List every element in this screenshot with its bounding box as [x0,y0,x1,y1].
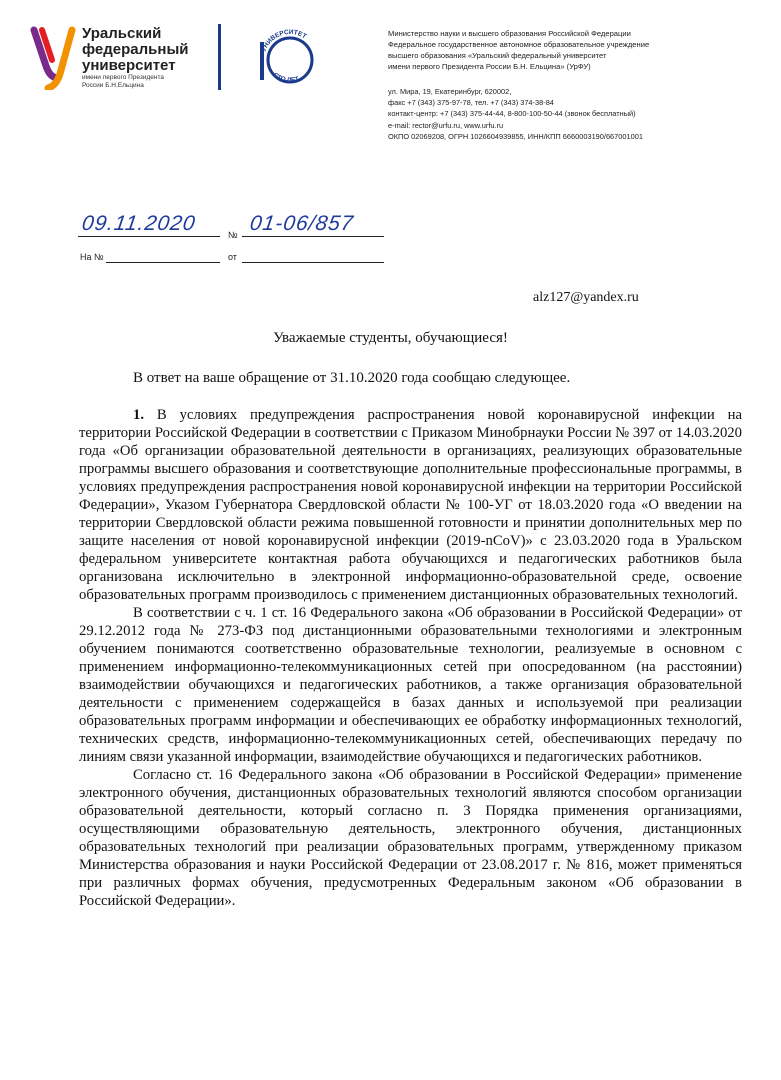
university-name-line: Уральский [82,25,162,42]
date-underline [78,236,220,237]
ministry-line: высшего образования «Уральский федеральный университет [388,51,607,60]
header-divider [218,24,221,90]
handwritten-date: 09.11.2020 [80,212,198,235]
centenary-seal-icon [250,22,330,94]
letter-body [79,406,742,910]
from-label: от [228,252,237,262]
university-subtitle [82,74,164,89]
contact-line: ул. Мира, 19, Екатеринбург, 620002, [388,87,512,96]
reference-label: На № [80,252,104,262]
from-underline [242,262,384,263]
number-underline [242,236,384,237]
ministry-line: Федеральное государственное автономное образовательное учреждение [388,40,650,49]
seal-text-bottom: СТО ЛЕТ [271,71,301,85]
university-name [82,26,188,74]
ministry-line: Министерство науки и высшего образования Российской Федерации [388,29,631,38]
number-label: № [228,230,238,240]
university-subtitle-line: России Б.Н.Ельцина [82,81,144,89]
greeting: Уважаемые студенты, обучающиеся! [273,330,508,346]
recipient-email: alz127@yandex.ru [533,290,639,305]
contact-line: факс +7 (343) 375-97-78, тел. +7 (343) 374-38-84 [388,98,554,108]
reference-underline [106,262,220,263]
paragraph-1 [79,406,742,604]
paragraph-3: Согласно ст. 16 Федерального закона «Об образовании в Российской Федерации» применение электронного обучения, дистанционных образовательных технологий являются способом организации образовательной деятельности, который согласно п. 3 Порядка применения организациями, осуществляющими образовательную деятельность, электронного обучения, дистанционных образовательных технологий при реализации образовательных программ, утвержденному приказом Министерства образования и науки Российской Федерации от 23.08.2017 г. № 816, может применяться при различных формах обучения, предусмотренных Федеральным законом «Об образовании в Российской Федерации». [79,767,742,909]
ministry-block [388,28,649,72]
university-subtitle-line: имени первого Президента [82,74,165,81]
handwritten-number: 01-06/857 [248,212,356,235]
paragraph-number: 1. [133,407,145,423]
university-name-line: федеральный [82,41,189,58]
ministry-line: имени первого Президента России Б.Н. Ельцина» (УрФУ) [388,62,591,71]
contacts-block [388,86,643,142]
paragraph-text: В условиях предупреждения распространения новой коронавирусной инфекции на территории Российской Федерации в соответствии с Приказом Минобрнауки России № 397 от 14.03.2020 года «Об организации образовательной деятельности в организациях, реализующих образовательные программы высшего образования и соответствующие дополнительные профессиональные программы, в условиях предупреждения распространения новой коронавирусной инфекции на территории Российской Федерации», Указом Губернатора Свердловской области № 100-УГ от 18.03.2020 года «О введении на территории Свердловской области режима повышенной готовности и принятии дополнительных мер по защите населения от новой коронавирусной инфекции (2019-nCoV)» с 23.03.2020 года в Уральском федеральном университете контактная работа обучающихся и педагогических работников была организована исключительно в электронной информационно-образовательной среде, освоение образовательных программ производилось с применением дистанционных образовательных технологий. [79,407,743,603]
university-name-line: университет [82,57,176,74]
seal-text-top: УНИВЕРСИТЕТ [260,28,308,53]
contact-line: ОКПО 02069208, ОГРН 1026604939855, ИНН/КПП 6660003190/667001001 [388,131,643,141]
paragraph-2: В соответствии с ч. 1 ст. 16 Федерального закона «Об образовании в Российской Федерации» от 29.12.2012 года № 273-ФЗ под дистанционными образовательными технологиями и электронным обучением понимаются соответственно образовательные технологии, реализуемые в основном с применением информационно-телекоммуникационных сетей при опосредованном (на расстоянии) взаимодействии обучающихся и педагогических работников, а также организация образовательной деятельности с применением содержащейся в базах данных и используемой при реализации образовательных программ информации и обеспечивающих ее обработку информационных технологий, технических средств, информационно-телекоммуникационных сетей, обеспечивающих передачу по линиям связи указанной информации, взаимодействие обучающихся и педагогических работников. [79,605,742,765]
contact-line: контакт-центр: +7 (343) 375-44-44, 8-800-100-50-44 (звонок бесплатный) [388,109,636,119]
urfu-logo-icon [28,26,80,90]
answer-line: В ответ на ваше обращение от 31.10.2020 года сообщаю следующее. [133,370,571,386]
contact-line: e-mail: rector@urfu.ru, www.urfu.ru [388,120,504,130]
